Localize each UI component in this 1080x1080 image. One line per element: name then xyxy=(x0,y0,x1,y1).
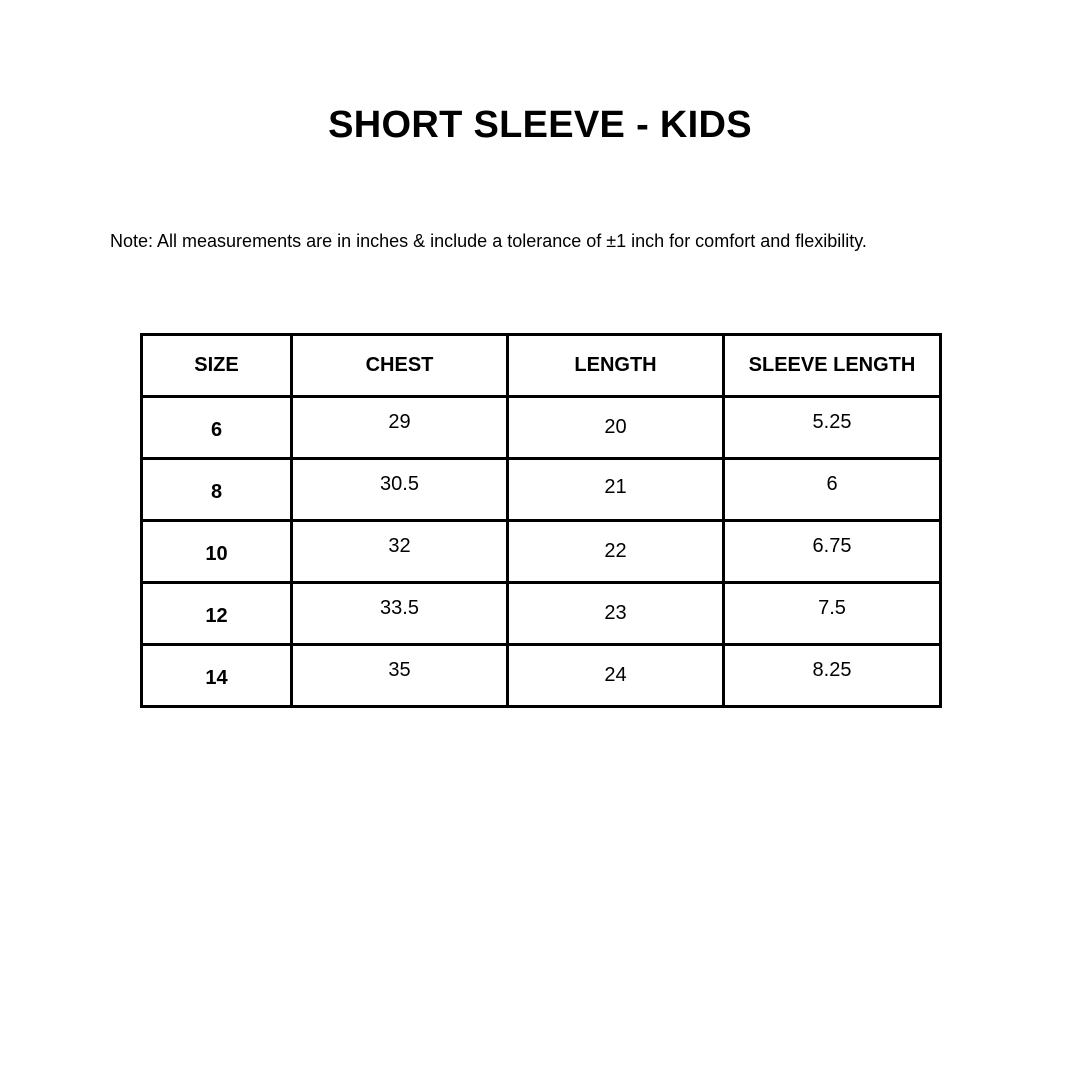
size-value: 10 xyxy=(142,521,292,583)
table-row xyxy=(142,645,941,707)
size-value: 8 xyxy=(142,459,292,521)
header-sleeve-length: SLEEVE LENGTH xyxy=(724,335,941,397)
table-row xyxy=(142,397,941,459)
chest-value: 33.5 xyxy=(292,583,508,645)
chest-value: 32 xyxy=(292,521,508,583)
chest-value: 29 xyxy=(292,397,508,459)
length-value: 23 xyxy=(508,583,724,645)
size-chart-table xyxy=(140,333,942,708)
sleeve-length-value: 7.5 xyxy=(724,583,941,645)
chest-value: 30.5 xyxy=(292,459,508,521)
header-length: LENGTH xyxy=(508,335,724,397)
table-row xyxy=(142,521,941,583)
length-value: 21 xyxy=(508,459,724,521)
chest-value: 35 xyxy=(292,645,508,707)
size-value: 14 xyxy=(142,645,292,707)
table-row xyxy=(142,583,941,645)
sleeve-length-value: 6.75 xyxy=(724,521,941,583)
measurement-note: Note: All measurements are in inches & include a tolerance of ±1 inch for comfort and flexibility. xyxy=(110,231,867,251)
length-value: 24 xyxy=(508,645,724,707)
sleeve-length-value: 8.25 xyxy=(724,645,941,707)
sleeve-length-value: 6 xyxy=(724,459,941,521)
length-value: 22 xyxy=(508,521,724,583)
size-value: 12 xyxy=(142,583,292,645)
page-title: SHORT SLEEVE - KIDS xyxy=(328,104,752,146)
size-value: 6 xyxy=(142,397,292,459)
table-row xyxy=(142,459,941,521)
header-size: SIZE xyxy=(142,335,292,397)
table-header-row xyxy=(142,335,941,397)
header-chest: CHEST xyxy=(292,335,508,397)
length-value: 20 xyxy=(508,397,724,459)
sleeve-length-value: 5.25 xyxy=(724,397,941,459)
